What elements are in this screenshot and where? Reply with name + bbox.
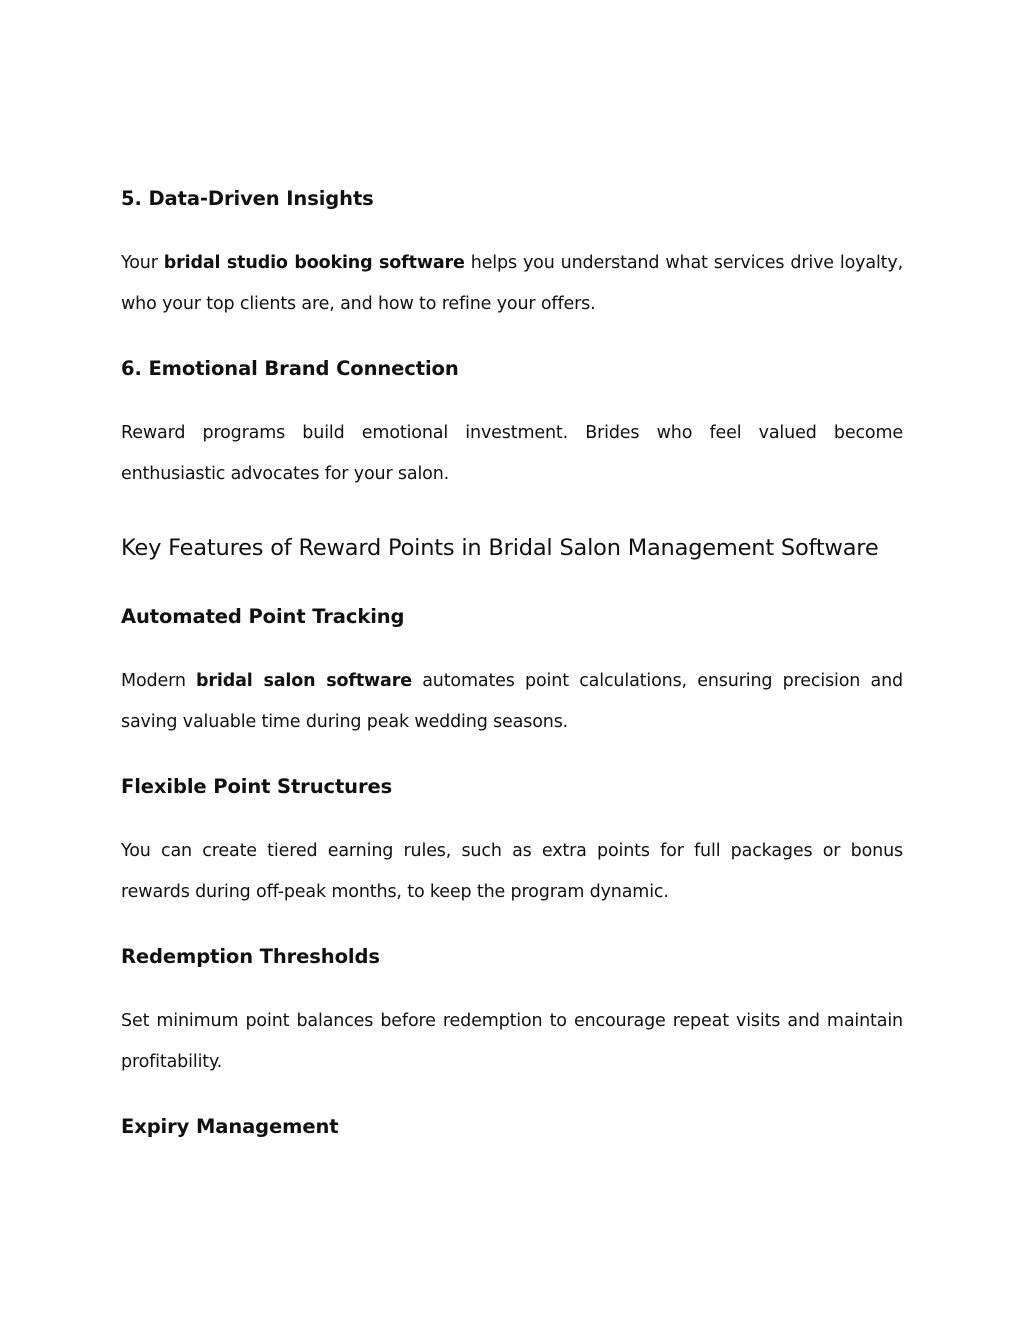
paragraph-flexible-point-structures: You can create tiered earning rules, such as extra points for full packages or bonus rewards during off-peak months, to keep the program dynamic. — [121, 841, 903, 902]
feature-heading-redemption-thresholds: Redemption Thresholds — [121, 945, 380, 968]
paragraph-text: helps you understand what services drive loyalty, who your top clients are, and how to refine your offers. — [121, 253, 903, 314]
paragraph-data-driven-insights — [121, 243, 903, 325]
bold-keyword-bridal-studio-booking-software: bridal studio booking software — [163, 253, 465, 273]
paragraph-automated-point-tracking — [121, 661, 903, 743]
section-heading-emotional-brand-connection: 6. Emotional Brand Connection — [121, 357, 459, 380]
bold-keyword-bridal-salon-software: bridal salon software — [196, 671, 412, 691]
feature-heading-automated-point-tracking: Automated Point Tracking — [121, 605, 405, 628]
feature-heading-expiry-management: Expiry Management — [121, 1115, 339, 1138]
paragraph-redemption-thresholds: Set minimum point balances before redemption to encourage repeat visits and maintain profitability. — [121, 1011, 903, 1072]
paragraph-text: automates point calculations, ensuring precision and saving valuable time during peak wedding seasons. — [121, 671, 903, 732]
main-heading-key-features: Key Features of Reward Points in Bridal Salon Management Software — [121, 535, 879, 561]
section-heading-data-driven-insights: 5. Data-Driven Insights — [121, 187, 374, 210]
feature-heading-flexible-point-structures: Flexible Point Structures — [121, 775, 393, 798]
paragraph-text: Your — [121, 253, 164, 273]
paragraph-text: Modern — [121, 671, 197, 691]
paragraph-emotional-brand-connection: Reward programs build emotional investment. Brides who feel valued become enthusiastic advocates for your salon. — [121, 423, 903, 484]
